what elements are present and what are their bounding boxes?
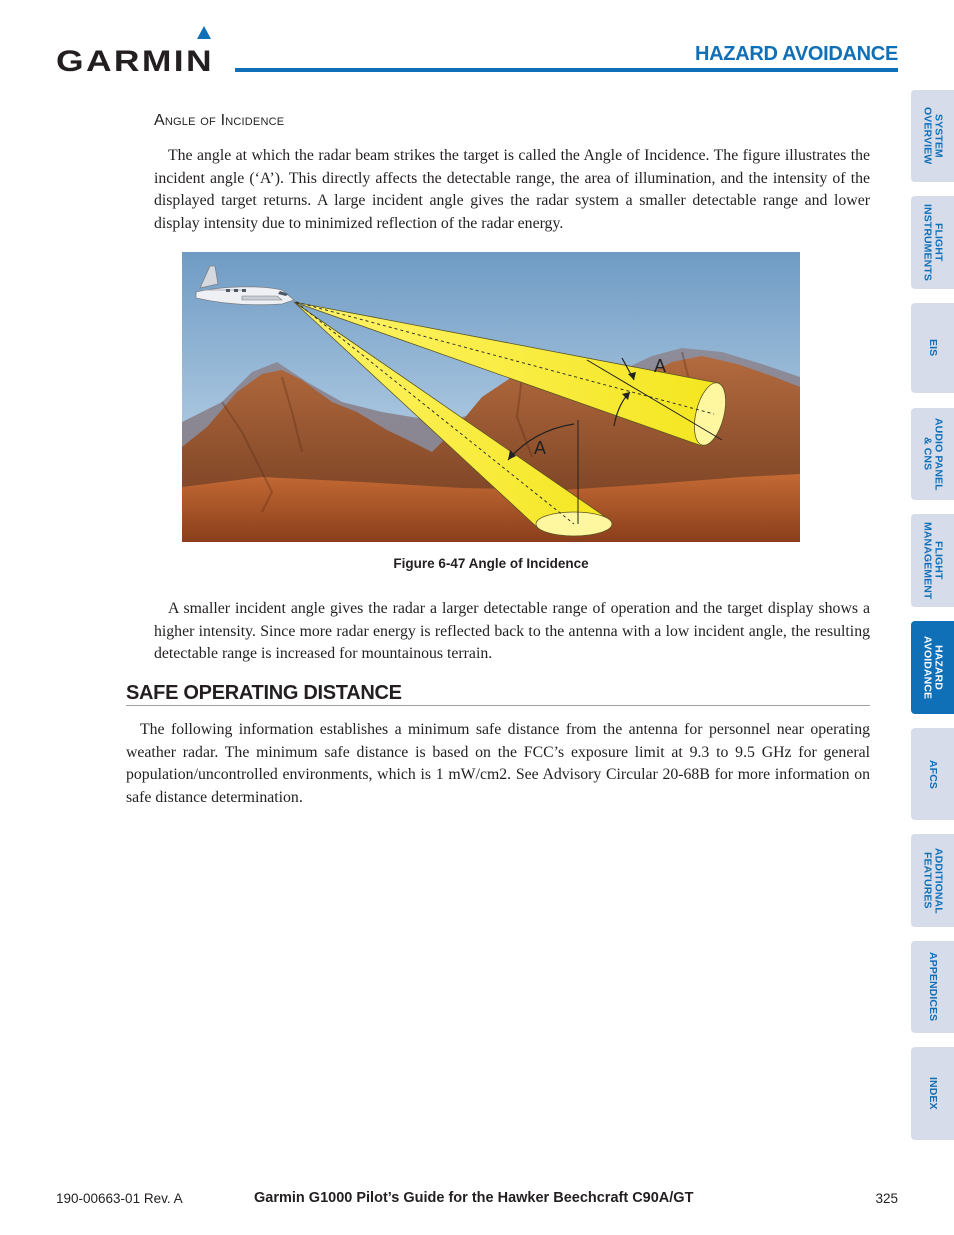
heading-safe-operating-distance: SAFE OPERATING DISTANCE — [126, 682, 402, 704]
lower-angle-label: A — [534, 438, 547, 458]
footer-page-number: 325 — [875, 1191, 898, 1206]
tab-audio-panel-cns[interactable] — [911, 408, 954, 500]
header-rule — [235, 68, 898, 72]
section-title: HAZARD AVOIDANCE — [695, 43, 898, 65]
tab-label: SYSTEM OVERVIEW — [921, 107, 945, 165]
tab-system-overview[interactable] — [911, 90, 954, 182]
tab-label: EIS — [927, 339, 939, 357]
paragraph-smaller-angle: A smaller incident angle gives the radar a larger detectable range of operation and the target display shows a higher intensity. Since more radar energy is reflected back to the antenna with a low incident angle, the resulting detectable range is increased for mountainous terrain. — [154, 600, 870, 662]
tab-appendices[interactable] — [911, 941, 954, 1033]
angle-of-incidence-figure — [182, 252, 800, 542]
upper-angle-label: A — [654, 356, 667, 376]
tab-label: INDEX — [927, 1077, 939, 1110]
logo-triangle-icon — [197, 26, 211, 39]
section-tabs — [911, 90, 954, 1150]
tab-label: AFCS — [927, 759, 939, 789]
garmin-logo — [56, 26, 220, 74]
figure-illustration — [182, 252, 800, 542]
heading-rule — [126, 705, 870, 706]
tab-additional-features[interactable] — [911, 834, 954, 927]
tab-hazard-avoidance[interactable] — [911, 621, 954, 714]
tab-label: APPENDICES — [927, 952, 939, 1022]
tab-afcs[interactable] — [911, 728, 954, 820]
subheading-angle-of-incidence: Angle of Incidence — [154, 112, 285, 129]
tab-flight-management[interactable] — [911, 514, 954, 607]
garmin-logo-graphic — [56, 26, 220, 74]
tab-eis[interactable] — [911, 303, 954, 393]
logo-wordmark: GARMIN — [56, 45, 214, 74]
tab-label: AUDIO PANEL & CNS — [921, 417, 945, 491]
paragraph-safe-distance: The following information establishes a minimum safe distance from the antenna for personnel near operating weather radar. The minimum safe distance is based on the FCC’s exposure limit at 9.3 to 9.5 GHz for general population/uncontrolled environments, which is 1 mW/cm2. See Advisory Circular 20-68B for more information on safe distance determination. — [126, 721, 870, 806]
footer-doc-number: 190-00663-01 Rev. A — [56, 1191, 183, 1206]
tab-label: FLIGHT INSTRUMENTS — [921, 204, 945, 281]
tab-label: HAZARD AVOIDANCE — [921, 635, 945, 700]
tab-flight-instruments[interactable] — [911, 196, 954, 289]
tab-label: ADDITIONAL FEATURES — [921, 847, 945, 914]
tab-label: FLIGHT MANAGEMENT — [921, 521, 945, 600]
figure-caption: Figure 6-47 Angle of Incidence — [393, 556, 589, 571]
footer-title: Garmin G1000 Pilot’s Guide for the Hawker Beechcraft C90A/GT — [254, 1190, 694, 1206]
tab-index[interactable] — [911, 1047, 954, 1140]
paragraph-angle-intro: The angle at which the radar beam strikes the target is called the Angle of Incidence. The figure illustrates the incident angle (‘A’). This directly affects the detectable range, the area of illumination, and the intensity of the displayed target returns. A large incident angle gives the radar system a smaller detectable range and lower display intensity due to minimized reflection of the radar energy. — [154, 147, 870, 232]
